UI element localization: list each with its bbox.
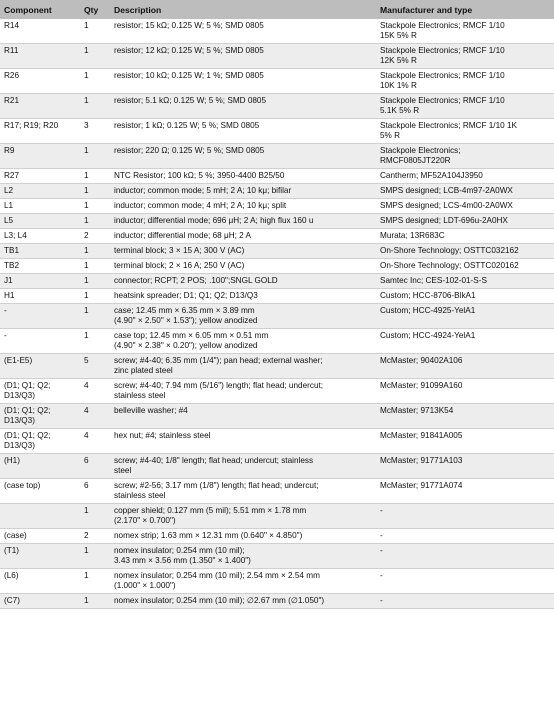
cell-description: belleville washer; #4 bbox=[110, 404, 376, 429]
cell-qty: 1 bbox=[80, 94, 110, 119]
cell-qty: 1 bbox=[80, 19, 110, 44]
table-row bbox=[0, 214, 554, 229]
table-row bbox=[0, 144, 554, 169]
table-row bbox=[0, 259, 554, 274]
table-row bbox=[0, 379, 554, 404]
cell-component: (D1; Q1; Q2; D13/Q3) bbox=[0, 429, 80, 454]
cell-description: resistor; 220 Ω; 0.125 W; 5 %; SMD 0805 bbox=[110, 144, 376, 169]
table-row bbox=[0, 329, 554, 354]
cell-description: heatsink spreader; D1; Q1; Q2; D13/Q3 bbox=[110, 289, 376, 304]
cell-qty: 1 bbox=[80, 594, 110, 609]
cell-manufacturer: Cantherm; MF52A104J3950 bbox=[376, 169, 554, 184]
cell-component: TB1 bbox=[0, 244, 80, 259]
table-row bbox=[0, 404, 554, 429]
table-row bbox=[0, 569, 554, 594]
header-component: Component bbox=[0, 0, 80, 19]
cell-description: inductor; differential mode; 696 μH; 2 A; high flux 160 u bbox=[110, 214, 376, 229]
table-row bbox=[0, 244, 554, 259]
cell-component: (case top) bbox=[0, 479, 80, 504]
cell-description: resistor; 1 kΩ; 0.125 W; 5 %; SMD 0805 bbox=[110, 119, 376, 144]
table-row bbox=[0, 44, 554, 69]
cell-manufacturer: On-Shore Technology; OSTTC032162 bbox=[376, 244, 554, 259]
cell-description: nomex strip; 1.63 mm × 12.31 mm (0.640" × 4.850") bbox=[110, 529, 376, 544]
table-row bbox=[0, 304, 554, 329]
cell-description: screw; #4-40; 7.94 mm (5/16") length; flat head; undercut; stainless steel bbox=[110, 379, 376, 404]
cell-component: R21 bbox=[0, 94, 80, 119]
cell-description: resistor; 10 kΩ; 0.125 W; 1 %; SMD 0805 bbox=[110, 69, 376, 94]
cell-manufacturer: Murata; 13R683C bbox=[376, 229, 554, 244]
cell-manufacturer: SMPS designed; LDT-696u-2A0HX bbox=[376, 214, 554, 229]
cell-description: inductor; common mode; 5 mH; 2 A; 10 kμ; bifilar bbox=[110, 184, 376, 199]
table-row bbox=[0, 119, 554, 144]
cell-component: (H1) bbox=[0, 454, 80, 479]
cell-manufacturer: Stackpole Electronics; RMCF 1/10 10K 1% R bbox=[376, 69, 554, 94]
cell-manufacturer: Stackpole Electronics; RMCF0805JT220R bbox=[376, 144, 554, 169]
cell-description: resistor; 5.1 kΩ; 0.125 W; 5 %; SMD 0805 bbox=[110, 94, 376, 119]
cell-description: terminal block; 3 × 15 A; 300 V (AC) bbox=[110, 244, 376, 259]
table-row bbox=[0, 454, 554, 479]
cell-component: R14 bbox=[0, 19, 80, 44]
cell-qty: 1 bbox=[80, 169, 110, 184]
cell-description: inductor; differential mode; 68 μH; 2 A bbox=[110, 229, 376, 244]
cell-component: R27 bbox=[0, 169, 80, 184]
cell-component: (D1; Q1; Q2; D13/Q3) bbox=[0, 379, 80, 404]
cell-description: connector; RCPT; 2 POS; .100";SNGL GOLD bbox=[110, 274, 376, 289]
cell-manufacturer: SMPS designed; LCB-4m97-2A0WX bbox=[376, 184, 554, 199]
cell-qty: 1 bbox=[80, 289, 110, 304]
cell-qty: 4 bbox=[80, 379, 110, 404]
cell-manufacturer: Stackpole Electronics; RMCF 1/10 15K 5% R bbox=[376, 19, 554, 44]
cell-qty: 2 bbox=[80, 529, 110, 544]
cell-qty: 6 bbox=[80, 454, 110, 479]
table-row bbox=[0, 229, 554, 244]
cell-qty: 1 bbox=[80, 259, 110, 274]
cell-component: L5 bbox=[0, 214, 80, 229]
table-row bbox=[0, 169, 554, 184]
cell-description: terminal block; 2 × 16 A; 250 V (AC) bbox=[110, 259, 376, 274]
cell-component: L2 bbox=[0, 184, 80, 199]
cell-qty: 1 bbox=[80, 184, 110, 199]
table-header-row bbox=[0, 0, 554, 19]
cell-description: case; 12.45 mm × 6.35 mm × 3.89 mm (4.90" × 2.50" × 1.53"); yellow anodized bbox=[110, 304, 376, 329]
cell-manufacturer: On-Shore Technology; OSTTC020162 bbox=[376, 259, 554, 274]
cell-qty: 6 bbox=[80, 479, 110, 504]
table-row bbox=[0, 479, 554, 504]
header-qty: Qty bbox=[80, 0, 110, 19]
cell-manufacturer: McMaster; 91771A103 bbox=[376, 454, 554, 479]
cell-manufacturer: McMaster; 9713K54 bbox=[376, 404, 554, 429]
table-row bbox=[0, 274, 554, 289]
cell-qty: 4 bbox=[80, 404, 110, 429]
cell-qty: 1 bbox=[80, 214, 110, 229]
table-row bbox=[0, 69, 554, 94]
cell-qty: 4 bbox=[80, 429, 110, 454]
table-row bbox=[0, 594, 554, 609]
cell-component: (case) bbox=[0, 529, 80, 544]
cell-manufacturer: McMaster; 91841A005 bbox=[376, 429, 554, 454]
table-body bbox=[0, 19, 554, 609]
cell-manufacturer: - bbox=[376, 529, 554, 544]
cell-qty: 2 bbox=[80, 229, 110, 244]
cell-component: L1 bbox=[0, 199, 80, 214]
table-row bbox=[0, 354, 554, 379]
cell-qty: 3 bbox=[80, 119, 110, 144]
cell-description: resistor; 15 kΩ; 0.125 W; 5 %; SMD 0805 bbox=[110, 19, 376, 44]
cell-qty: 1 bbox=[80, 544, 110, 569]
cell-description: case top; 12.45 mm × 6.05 mm × 0.51 mm (4.90" × 2.38" × 0.20"); yellow anodized bbox=[110, 329, 376, 354]
cell-manufacturer: Samtec Inc; CES-102-01-S-S bbox=[376, 274, 554, 289]
cell-manufacturer: Stackpole Electronics; RMCF 1/10 5.1K 5% R bbox=[376, 94, 554, 119]
cell-description: copper shield; 0.127 mm (5 mil); 5.51 mm × 1.78 mm (2.170" × 0.700") bbox=[110, 504, 376, 529]
table-row bbox=[0, 289, 554, 304]
cell-manufacturer: Custom; HCC-8706-BlkA1 bbox=[376, 289, 554, 304]
cell-qty: 1 bbox=[80, 144, 110, 169]
cell-component: R26 bbox=[0, 69, 80, 94]
cell-qty: 5 bbox=[80, 354, 110, 379]
table-row bbox=[0, 429, 554, 454]
cell-manufacturer: Stackpole Electronics; RMCF 1/10 12K 5% R bbox=[376, 44, 554, 69]
cell-manufacturer: McMaster; 91771A074 bbox=[376, 479, 554, 504]
cell-component: TB2 bbox=[0, 259, 80, 274]
cell-component: R11 bbox=[0, 44, 80, 69]
cell-qty: 1 bbox=[80, 304, 110, 329]
cell-component: (T1) bbox=[0, 544, 80, 569]
header-manufacturer: Manufacturer and type bbox=[376, 0, 554, 19]
table-row bbox=[0, 504, 554, 529]
cell-description: hex nut; #4; stainless steel bbox=[110, 429, 376, 454]
cell-manufacturer: McMaster; 90402A106 bbox=[376, 354, 554, 379]
cell-component: (C7) bbox=[0, 594, 80, 609]
cell-component: R17; R19; R20 bbox=[0, 119, 80, 144]
cell-description: screw; #2-56; 3.17 mm (1/8") length; flat head; undercut; stainless steel bbox=[110, 479, 376, 504]
cell-component: - bbox=[0, 329, 80, 354]
cell-description: screw; #4-40; 1/8" length; flat head; undercut; stainless steel bbox=[110, 454, 376, 479]
cell-description: resistor; 12 kΩ; 0.125 W; 5 %; SMD 0805 bbox=[110, 44, 376, 69]
cell-manufacturer: - bbox=[376, 594, 554, 609]
table-row bbox=[0, 19, 554, 44]
cell-manufacturer: - bbox=[376, 569, 554, 594]
cell-qty: 1 bbox=[80, 199, 110, 214]
cell-description: NTC Resistor; 100 kΩ; 5 %; 3950-4400 B25/50 bbox=[110, 169, 376, 184]
cell-qty: 1 bbox=[80, 569, 110, 594]
table-row bbox=[0, 544, 554, 569]
cell-component: (E1-E5) bbox=[0, 354, 80, 379]
cell-description: inductor; common mode; 4 mH; 2 A; 10 kμ; split bbox=[110, 199, 376, 214]
cell-component: L3; L4 bbox=[0, 229, 80, 244]
cell-manufacturer: Custom; HCC-4924-YelA1 bbox=[376, 329, 554, 354]
cell-qty: 1 bbox=[80, 329, 110, 354]
cell-component: (D1; Q1; Q2; D13/Q3) bbox=[0, 404, 80, 429]
cell-qty: 1 bbox=[80, 44, 110, 69]
cell-manufacturer: - bbox=[376, 544, 554, 569]
cell-qty: 1 bbox=[80, 274, 110, 289]
table-row bbox=[0, 184, 554, 199]
cell-description: nomex insulator; 0.254 mm (10 mil); 3.43 mm × 3.56 mm (1.350" × 1.400") bbox=[110, 544, 376, 569]
cell-component: R9 bbox=[0, 144, 80, 169]
cell-manufacturer: Stackpole Electronics; RMCF 1/10 1K 5% R bbox=[376, 119, 554, 144]
table-row bbox=[0, 94, 554, 119]
header-description: Description bbox=[110, 0, 376, 19]
cell-description: nomex insulator; 0.254 mm (10 mil); 2.54 mm × 2.54 mm (1.000" × 1.000") bbox=[110, 569, 376, 594]
cell-component: J1 bbox=[0, 274, 80, 289]
cell-manufacturer: SMPS designed; LCS-4m00-2A0WX bbox=[376, 199, 554, 214]
cell-component bbox=[0, 504, 80, 529]
cell-qty: 1 bbox=[80, 504, 110, 529]
cell-description: nomex insulator; 0.254 mm (10 mil); ∅2.67 mm (∅1.050") bbox=[110, 594, 376, 609]
cell-component: (L6) bbox=[0, 569, 80, 594]
cell-manufacturer: McMaster; 91099A160 bbox=[376, 379, 554, 404]
cell-component: H1 bbox=[0, 289, 80, 304]
cell-qty: 1 bbox=[80, 69, 110, 94]
cell-component: - bbox=[0, 304, 80, 329]
cell-qty: 1 bbox=[80, 244, 110, 259]
cell-manufacturer: Custom; HCC-4925-YelA1 bbox=[376, 304, 554, 329]
table-row bbox=[0, 529, 554, 544]
table-row bbox=[0, 199, 554, 214]
cell-manufacturer: - bbox=[376, 504, 554, 529]
cell-description: screw; #4-40; 6.35 mm (1/4"); pan head; external washer; zinc plated steel bbox=[110, 354, 376, 379]
